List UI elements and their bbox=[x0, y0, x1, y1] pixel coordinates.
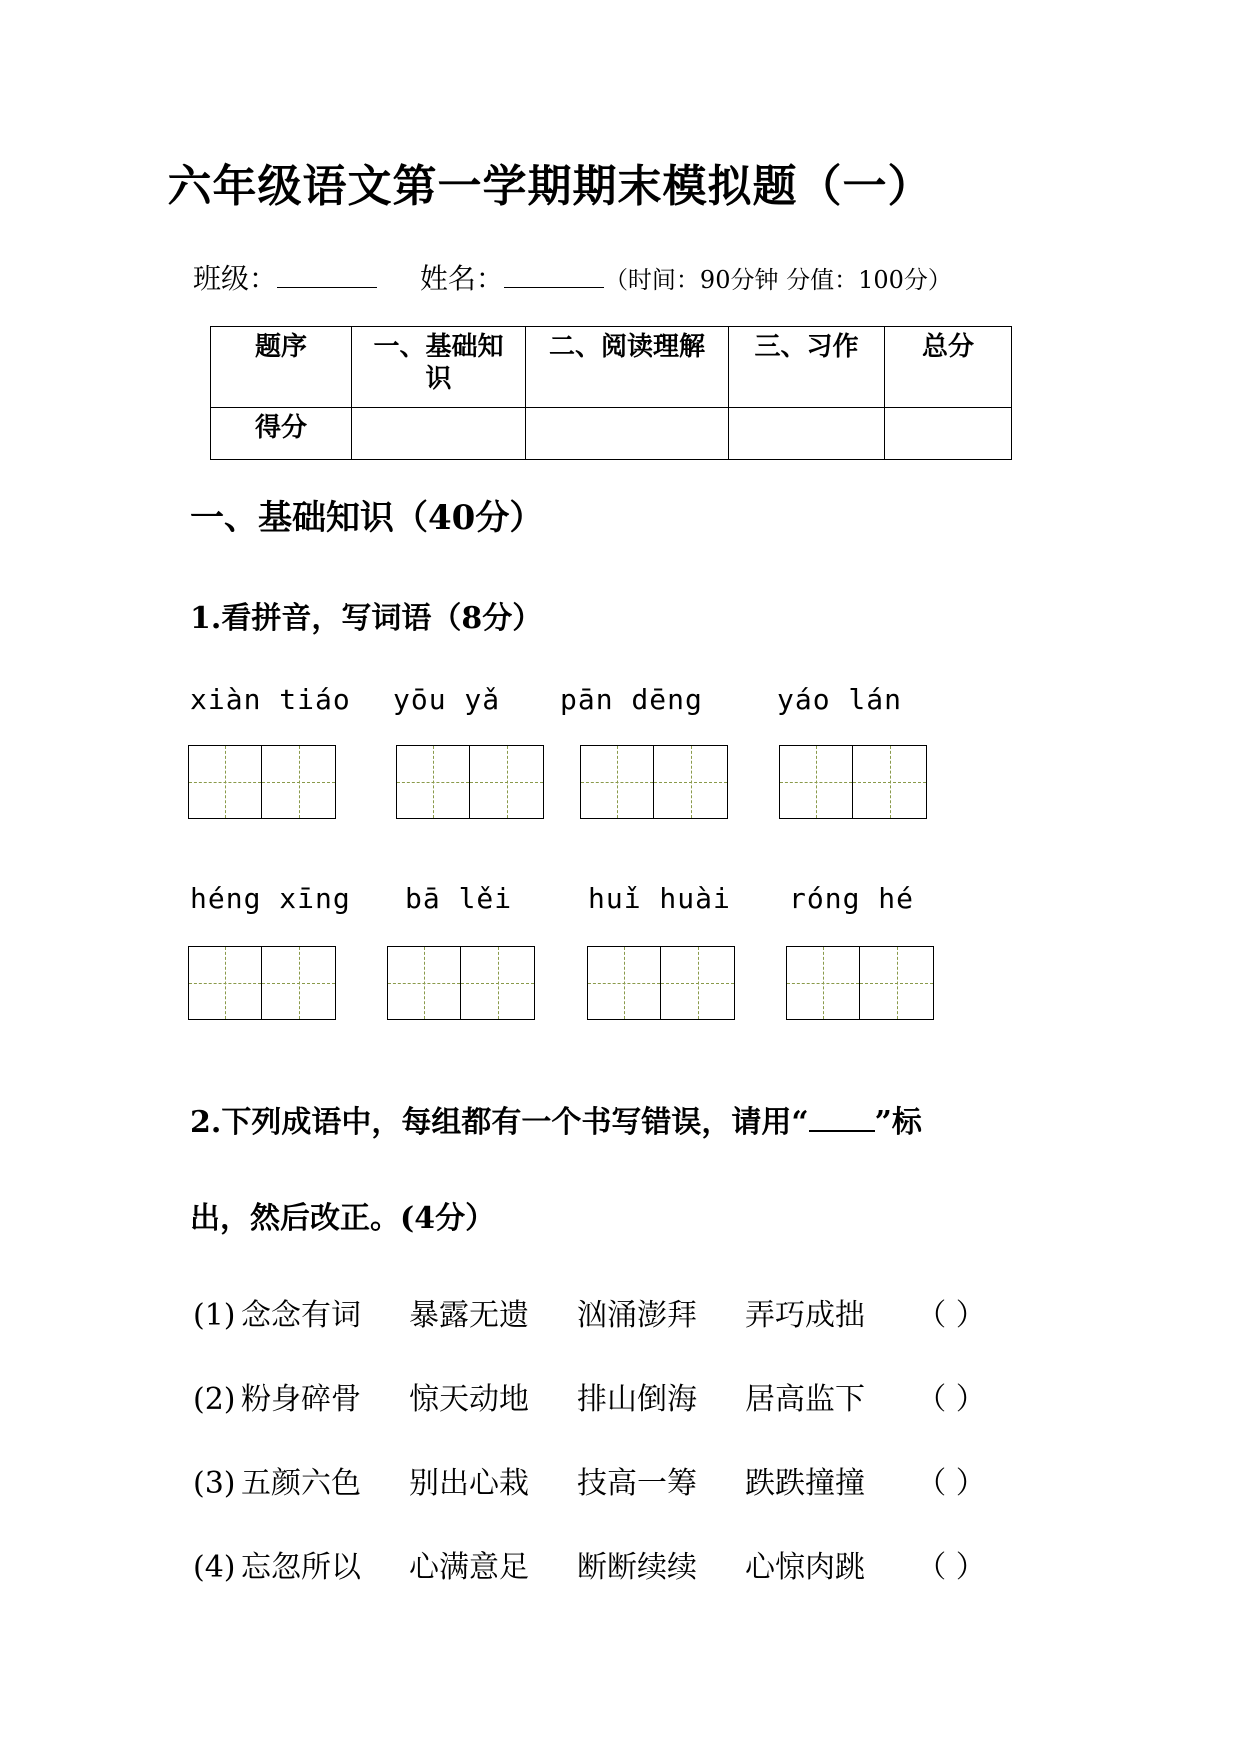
question-2-text: ”标 bbox=[874, 1105, 922, 1140]
writing-cell[interactable] bbox=[461, 946, 535, 1020]
idiom-row bbox=[193, 1290, 1001, 1334]
idiom[interactable]: 心满意足 bbox=[409, 1550, 529, 1585]
name-blank[interactable] bbox=[504, 263, 604, 288]
writing-cell[interactable] bbox=[396, 745, 470, 819]
answer-parentheses[interactable]: （ ） bbox=[916, 1550, 986, 1585]
pinyin-label: yōu yǎ bbox=[393, 683, 501, 716]
writing-cell[interactable] bbox=[470, 745, 544, 819]
writing-cell[interactable] bbox=[779, 745, 853, 819]
writing-cell[interactable] bbox=[262, 946, 336, 1020]
item-number: (4) bbox=[193, 1550, 236, 1585]
writing-grid[interactable] bbox=[587, 946, 735, 1020]
writing-cell[interactable] bbox=[860, 946, 934, 1020]
question-2-text: 2.下列成语中，每组都有一个书写错误，请用“ bbox=[190, 1105, 809, 1140]
pinyin-label: xiàn tiáo bbox=[190, 683, 351, 716]
question-2-title-cont: 出，然后改正。(4分） bbox=[190, 1201, 496, 1236]
question-2-title bbox=[190, 1097, 922, 1141]
writing-grid[interactable] bbox=[387, 946, 535, 1020]
idiom[interactable]: 技高一筹 bbox=[577, 1466, 697, 1501]
writing-cell[interactable] bbox=[188, 946, 262, 1020]
score-cell[interactable] bbox=[352, 408, 526, 460]
question-1-title: 1.看拼音，写词语（8分） bbox=[190, 601, 543, 636]
writing-cell[interactable] bbox=[262, 745, 336, 819]
writing-grid[interactable] bbox=[580, 745, 728, 819]
score-table-header-row bbox=[211, 327, 1012, 408]
pinyin-label: yáo lán bbox=[777, 683, 903, 716]
writing-cell[interactable] bbox=[188, 745, 262, 819]
idiom[interactable]: 暴露无遗 bbox=[409, 1298, 529, 1333]
writing-cell[interactable] bbox=[387, 946, 461, 1020]
answer-parentheses[interactable]: （ ） bbox=[916, 1298, 986, 1333]
info-line bbox=[193, 257, 952, 297]
idiom[interactable]: 粉身碎骨 bbox=[241, 1382, 361, 1417]
idiom[interactable]: 心惊肉跳 bbox=[745, 1550, 865, 1585]
writing-grid[interactable] bbox=[188, 745, 336, 819]
idiom[interactable]: 忘忽所以 bbox=[241, 1550, 361, 1585]
idiom-row bbox=[193, 1374, 1001, 1418]
pinyin-label: bā lěi bbox=[405, 882, 513, 915]
score-cell[interactable] bbox=[526, 408, 729, 460]
writing-grid[interactable] bbox=[188, 946, 336, 1020]
score-table-score-row bbox=[211, 408, 1012, 460]
pinyin-label: róng hé bbox=[789, 882, 915, 915]
idiom-row bbox=[193, 1458, 1001, 1502]
idiom[interactable]: 排山倒海 bbox=[577, 1382, 697, 1417]
page-title: 六年级语文第一学期期末模拟题（一） bbox=[167, 161, 933, 212]
header-cell: 题序 bbox=[211, 327, 352, 408]
writing-grid[interactable] bbox=[779, 745, 927, 819]
item-number: (1) bbox=[193, 1298, 236, 1333]
idiom[interactable]: 居高监下 bbox=[745, 1382, 865, 1417]
writing-cell[interactable] bbox=[580, 745, 654, 819]
header-cell: 三、习作 bbox=[729, 327, 885, 408]
writing-cell[interactable] bbox=[661, 946, 735, 1020]
writing-cell[interactable] bbox=[853, 745, 927, 819]
item-number: (2) bbox=[193, 1382, 236, 1417]
idiom[interactable]: 五颜六色 bbox=[241, 1466, 361, 1501]
idiom[interactable]: 别出心栽 bbox=[409, 1466, 529, 1501]
item-number: (3) bbox=[193, 1466, 236, 1501]
writing-cell[interactable] bbox=[654, 745, 728, 819]
writing-grid[interactable] bbox=[786, 946, 934, 1020]
pinyin-label: héng xīng bbox=[190, 882, 351, 915]
header-cell: 一、基础知识 bbox=[352, 327, 526, 408]
writing-cell[interactable] bbox=[587, 946, 661, 1020]
name-label: 姓名： bbox=[419, 262, 504, 295]
answer-parentheses[interactable]: （ ） bbox=[916, 1382, 986, 1417]
writing-grid[interactable] bbox=[396, 745, 544, 819]
score-cell[interactable] bbox=[729, 408, 885, 460]
score-table bbox=[210, 326, 1012, 460]
idiom[interactable]: 汹涌澎拜 bbox=[577, 1298, 697, 1333]
idiom[interactable]: 跌跌撞撞 bbox=[745, 1466, 865, 1501]
underline-sample bbox=[809, 1104, 875, 1132]
pinyin-label: pān dēng bbox=[560, 683, 703, 716]
idiom[interactable]: 念念有词 bbox=[241, 1298, 361, 1333]
answer-parentheses[interactable]: （ ） bbox=[916, 1466, 986, 1501]
writing-cell[interactable] bbox=[786, 946, 860, 1020]
score-row-label: 得分 bbox=[211, 408, 352, 460]
header-cell: 总分 bbox=[885, 327, 1012, 408]
section-heading: 一、基础知识（40分） bbox=[190, 498, 544, 538]
idiom[interactable]: 惊天动地 bbox=[409, 1382, 529, 1417]
idiom[interactable]: 断断续续 bbox=[577, 1550, 697, 1585]
class-label: 班级： bbox=[193, 262, 278, 295]
idiom-row bbox=[193, 1542, 1001, 1586]
class-blank[interactable] bbox=[277, 263, 377, 288]
idiom[interactable]: 弄巧成拙 bbox=[745, 1298, 865, 1333]
pinyin-label: huǐ huài bbox=[588, 882, 731, 915]
header-cell: 二、阅读理解 bbox=[526, 327, 729, 408]
score-cell[interactable] bbox=[885, 408, 1012, 460]
time-score-info: （时间：90分钟 分值：100分） bbox=[603, 266, 952, 294]
